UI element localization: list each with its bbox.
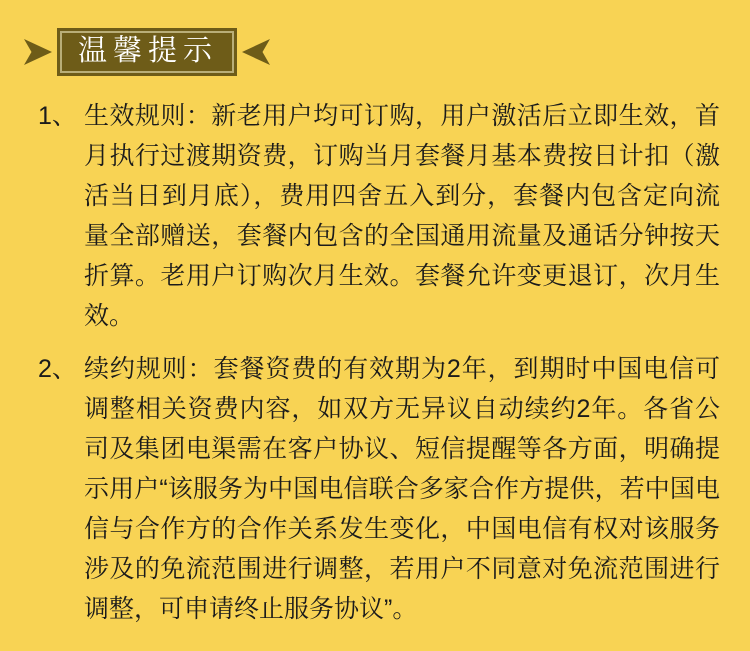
notice-item-1 bbox=[38, 96, 720, 336]
left-dart-arrow-icon bbox=[242, 39, 270, 65]
notice-text: 续约规则：套餐资费的有效期为2年，到期时中国电信可调整相关资费内容，如双方无异议自动续约2年。各省公司及集团电渠需在客户协议、短信提醒等各方面，明确提示用户“该服务为中国电信联合多家合作方提供，若中国电信与合作方的合作关系发生变化，中国电信有权对该服务涉及的免流范围进行调整，若用户不同意对免流范围进行调整，可申请终止服务协议”。 bbox=[84, 355, 720, 623]
tips-panel bbox=[0, 30, 750, 629]
right-dart-arrow-icon bbox=[24, 39, 52, 65]
notice-item-2 bbox=[38, 349, 720, 629]
notice-text: 生效规则：新老用户均可订购，用户激活后立即生效，首月执行过渡期资费，订购当月套餐月基本费按日计扣（激活当日到月底），费用四舍五入到分，套餐内包含定向流量全部赠送，套餐内包含的全国通用流量及通话分钟按天折算。老用户订购次月生效。套餐允许变更退订，次月生效。 bbox=[84, 102, 720, 330]
notice-index: 2、 bbox=[38, 355, 77, 383]
tips-header bbox=[24, 30, 750, 74]
page-title: 温馨提示 bbox=[78, 35, 219, 67]
title-box bbox=[57, 28, 237, 76]
notice-list bbox=[0, 96, 750, 629]
notice-index: 1、 bbox=[38, 102, 77, 130]
title-box-inner bbox=[60, 31, 234, 73]
